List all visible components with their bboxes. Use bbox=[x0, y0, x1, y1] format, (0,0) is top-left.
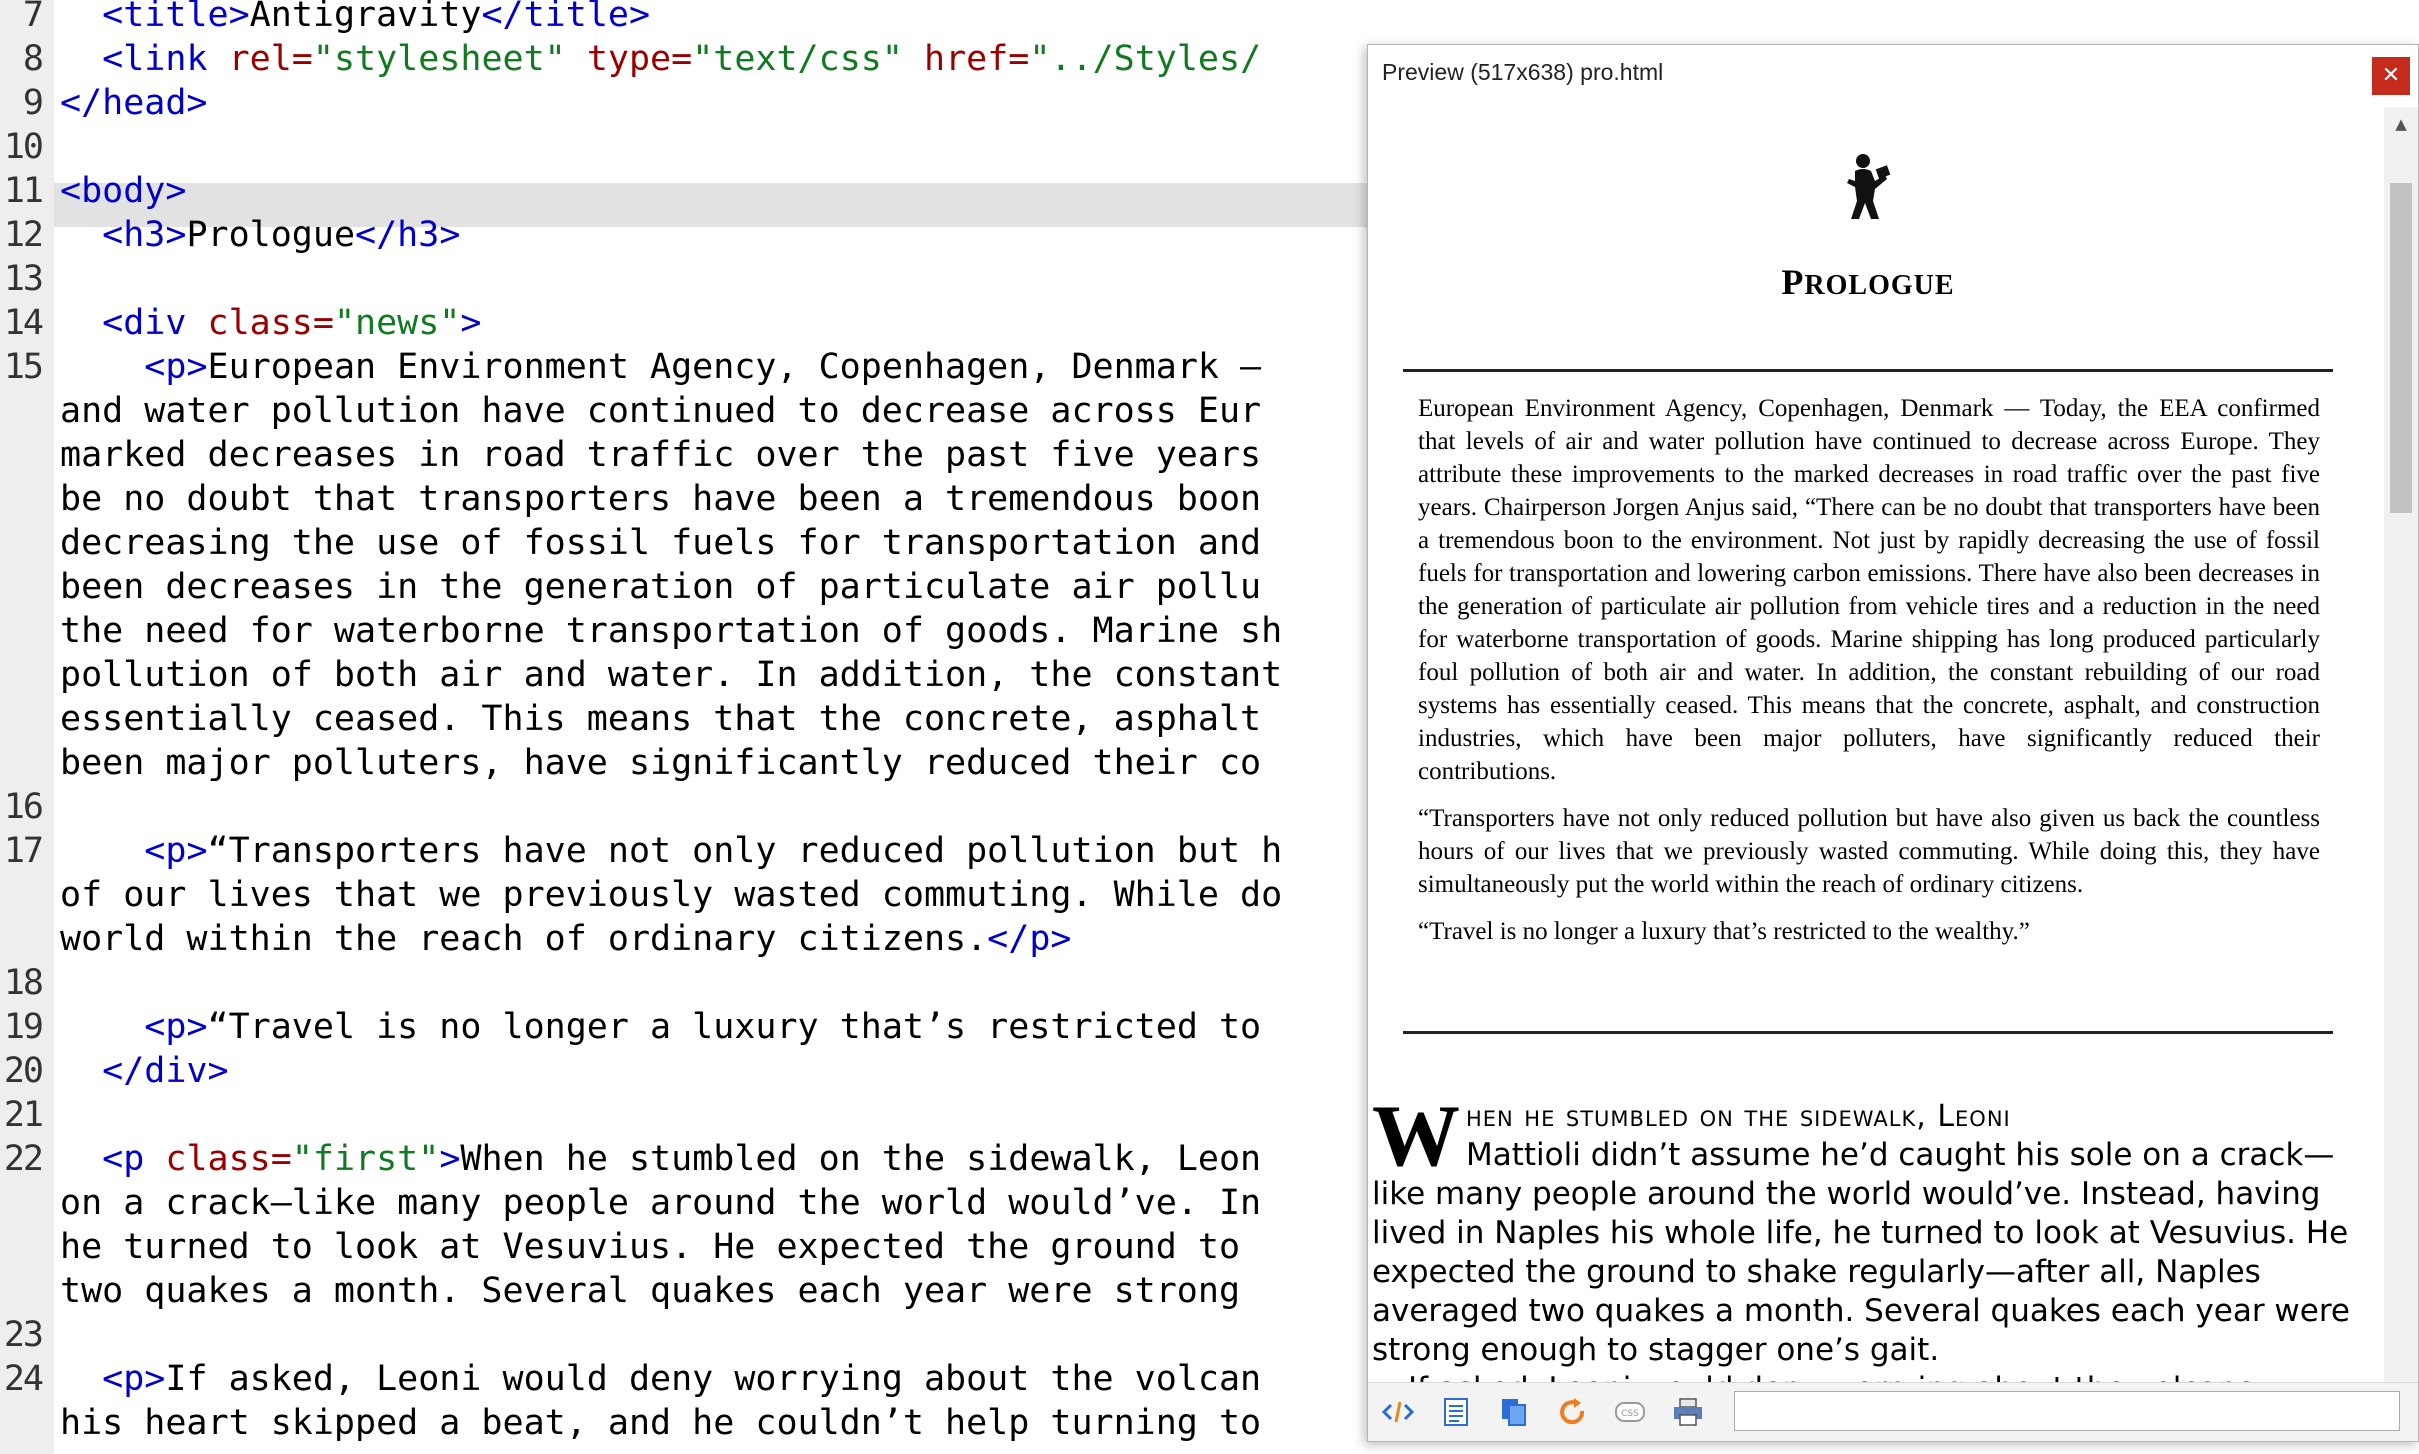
line-number: 10 bbox=[3, 127, 42, 167]
code-text[interactable]: <p>European Environment Agency, Copenhagen, Denmark — bbox=[144, 347, 1262, 387]
code-text[interactable]: <title>Antigravity</title> bbox=[102, 0, 651, 35]
refresh-icon[interactable] bbox=[1554, 1395, 1590, 1429]
svg-text:CSS: CSS bbox=[1621, 1409, 1639, 1419]
line-number: 7 bbox=[22, 0, 42, 35]
line-number: 24 bbox=[3, 1359, 42, 1399]
news-paragraph: “Transporters have not only reduced pollution but have also given us back the countless hours of our lives that we previously wasted commuting. While doing this, they have simultaneously put the world within the reach of ordinary citizens. bbox=[1418, 805, 2320, 898]
bottom-rule bbox=[1403, 1031, 2333, 1034]
line-number: 9 bbox=[22, 83, 42, 123]
code-text[interactable]: two quakes a month. Several quakes each year were strong bbox=[60, 1271, 1241, 1311]
code-text[interactable]: <p>“Travel is no longer a luxury that’s restricted to bbox=[144, 1007, 1262, 1047]
code-text[interactable]: be no doubt that transporters have been a tremendous boon bbox=[60, 479, 1262, 519]
scroll-thumb[interactable] bbox=[2390, 183, 2412, 513]
code-view-icon[interactable] bbox=[1380, 1395, 1416, 1429]
code-text[interactable]: decreasing the use of fossil fuels for transportation and bbox=[60, 523, 1262, 563]
scroll-up-icon[interactable]: ▲ bbox=[2395, 115, 2407, 133]
code-text[interactable]: pollution of both air and water. In addition, the constant bbox=[60, 655, 1283, 695]
story-body: Mattioli didn’t assume he’d caught his sole on a crack—like many people around the world would’ve. Instead, having lived in Naples his whole life, he turned to look at Vesuvius. He expected the ground to shake regularly—after all, Naples averaged two quakes a month. Several quakes each year were strong enough to stagger one’s gait. bbox=[1372, 1137, 2350, 1368]
news-block bbox=[1418, 392, 2320, 962]
code-text[interactable]: he turned to look at Vesuvius. He expected the ground to bbox=[60, 1227, 1241, 1267]
code-text[interactable]: <p>If asked, Leoni would deny worrying about the volcan bbox=[102, 1359, 1262, 1399]
line-number: 15 bbox=[3, 347, 42, 387]
story-paragraph-first bbox=[1372, 1088, 2372, 1370]
code-text[interactable]: <p>“Transporters have not only reduced pollution but h bbox=[144, 831, 1283, 871]
code-text[interactable]: world within the reach of ordinary citizens.</p> bbox=[60, 919, 1072, 959]
story-text bbox=[1372, 1088, 2372, 1409]
line-number: 13 bbox=[3, 259, 42, 299]
code-text[interactable]: <div class="news"> bbox=[102, 303, 482, 343]
code-text[interactable]: his heart skipped a beat, and he couldn’t help turning to bbox=[60, 1403, 1262, 1443]
code-text[interactable]: <body> bbox=[60, 171, 187, 211]
preview-scrollbar[interactable] bbox=[2384, 107, 2418, 1425]
css-icon[interactable] bbox=[1612, 1395, 1648, 1429]
line-number: 17 bbox=[3, 831, 42, 871]
print-icon[interactable] bbox=[1670, 1395, 1706, 1429]
line-number: 11 bbox=[3, 171, 42, 211]
code-text[interactable]: been decreases in the generation of particulate air pollu bbox=[60, 567, 1262, 607]
text-view-icon[interactable] bbox=[1438, 1395, 1474, 1429]
code-text[interactable]: on a crack—like many people around the world would’ve. In bbox=[60, 1183, 1262, 1223]
preview-search-input[interactable] bbox=[1734, 1391, 2400, 1431]
preview-title: Preview (517x638) pro.html bbox=[1382, 59, 1664, 85]
chapter-title: PROLOGUE bbox=[1781, 262, 1955, 302]
code-text[interactable]: been major polluters, have significantly reduced their co bbox=[60, 743, 1262, 783]
code-text[interactable]: <link rel="stylesheet" type="text/css" href="../Styles/ bbox=[102, 39, 1262, 79]
preview-titlebar[interactable] bbox=[1368, 45, 2418, 107]
line-number: 19 bbox=[3, 1007, 42, 1047]
news-paragraph: European Environment Agency, Copenhagen, Denmark — Today, the EEA confirmed that levels of air and water pollution have continued to decrease across Europe. They attribute these improvements to the marked decreases in road traffic over the past five years. Chairperson Jorgen Anjus said, “There can be no doubt that transporters have been a tremendous boon to the environment. Not just by rapidly decreasing the use of fossil fuels for transportation and lowering carbon emissions. There have also been decreases in the generation of particulate air pollution from vehicle tires and a reduction in the need for waterborne transportation of goods. Marine shipping has long produced particularly foul pollution of both air and water. In addition, the constant rebuilding of our road systems has essentially ceased. This means that the concrete, asphalt, and construction industries, which have been major polluters, have significantly reduced their contributions. bbox=[1418, 395, 2320, 785]
line-number: 20 bbox=[3, 1051, 42, 1091]
line-number: 23 bbox=[3, 1315, 42, 1355]
code-text[interactable]: the need for waterborne transportation of goods. Marine sh bbox=[60, 611, 1283, 651]
story-lead-in: hen he stumbled on the sidewalk, Leoni bbox=[1466, 1099, 2011, 1134]
code-text[interactable]: </div> bbox=[102, 1051, 229, 1091]
drop-cap: W bbox=[1372, 1088, 1460, 1185]
close-button[interactable]: ✕ bbox=[2372, 57, 2410, 95]
line-number: 16 bbox=[3, 787, 42, 827]
line-number: 14 bbox=[3, 303, 42, 343]
code-text[interactable]: marked decreases in road traffic over the past five years bbox=[60, 435, 1262, 475]
code-text[interactable]: and water pollution have continued to decrease across Eur bbox=[60, 391, 1262, 431]
line-number: 21 bbox=[3, 1095, 42, 1135]
line-number: 18 bbox=[3, 963, 42, 1003]
code-text[interactable]: of our lives that we previously wasted commuting. While do bbox=[60, 875, 1283, 915]
copy-icon[interactable] bbox=[1496, 1395, 1532, 1429]
preview-content[interactable] bbox=[1368, 107, 2384, 1425]
preview-toolbar bbox=[1368, 1382, 2418, 1441]
line-number: 12 bbox=[3, 215, 42, 255]
code-text[interactable]: <p class="first">When he stumbled on the sidewalk, Leon bbox=[102, 1139, 1262, 1179]
top-rule bbox=[1403, 369, 2333, 372]
news-paragraph: “Travel is no longer a luxury that’s restricted to the wealthy.” bbox=[1418, 918, 2030, 945]
reader-figure-icon bbox=[1841, 151, 1893, 221]
code-text[interactable]: </head> bbox=[60, 83, 208, 123]
line-number: 8 bbox=[22, 39, 42, 79]
preview-window[interactable] bbox=[1367, 44, 2419, 1442]
line-number: 22 bbox=[3, 1139, 42, 1179]
code-text[interactable]: <h3>Prologue</h3> bbox=[102, 215, 461, 255]
code-text[interactable]: essentially ceased. This means that the concrete, asphalt bbox=[60, 699, 1262, 739]
